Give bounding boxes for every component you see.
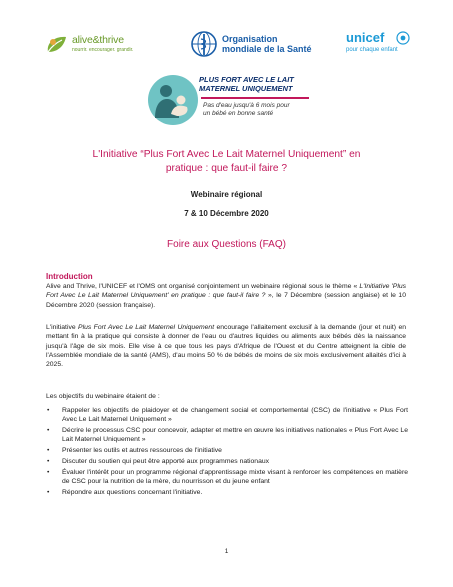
unicef-logo [346, 30, 426, 58]
bullet-icon: • [47, 489, 50, 497]
page-number: 1 [224, 548, 229, 555]
objective-text: Évaluer l'intérêt pour un programme régional d'apprentissage mixte visant à renforcer les compétences en matière de CSC pour la nutrition de la mère, du nourrisson et du jeune enfant [62, 469, 408, 486]
list-item [46, 406, 408, 425]
alive-thrive-logo [44, 34, 144, 58]
bullet-icon: • [47, 427, 50, 435]
intro-p1-text-b: », le 7 Décembre (session anglaise) et le 10 Décembre 2020 (session française). [46, 292, 406, 309]
bullet-icon: • [47, 407, 50, 414]
badge-title-line1: PLUS FORT AVEC LE LAIT [199, 75, 294, 84]
intro-p2-emphasis: Plus Fort Avec Le Lait Maternel Uniquement [78, 324, 215, 331]
objective-text: Répondre aux questions concernant l'initiative. [62, 489, 203, 497]
campaign-badge [147, 72, 315, 130]
intro-paragraph-3: Les objectifs du webinaire étaient de : [46, 393, 160, 400]
list-item [46, 468, 408, 487]
intro-p2-text-a: L'initiative [46, 324, 79, 331]
mother-baby-illustration-icon [147, 74, 199, 126]
objective-text: Présenter les outils et autres ressources de l'initiative [62, 447, 222, 455]
intro-p2-text-b: encourage l'allaitement exclusif à la demande (jour et nuit) en mettant fin à la pratique qui consiste à donner de l'eau ou d'autres liquides ou aliments aux bébés dès la naissance jusqu'à l'âge de six mois. Elle vise à ce que tous les pays d'Afrique de l'Ouest et du Centre atteignent la cible de l'Assemblée mondiale de la santé (AMS), d'au moins 50 % de bébés de moins de six mois exclusivement allaités d'ici à 2025. [46, 324, 407, 369]
objective-text: Discuter du soutien qui peut être apporté aux programmes nationaux [62, 458, 270, 466]
bullet-icon: • [47, 469, 50, 477]
bullet-icon: • [47, 458, 50, 466]
objective-text: Décrire le processus CSC pour concevoir, adapter et mettre en œuvre les initiatives nationales « Plus Fort Avec Le Lait Maternel Uniquement » [62, 427, 408, 444]
list-item [46, 457, 408, 466]
document-title [55, 148, 398, 176]
intro-paragraph-2 [46, 323, 406, 369]
objectives-list [46, 406, 408, 499]
who-logo [190, 30, 330, 60]
badge-sub-line1: Pas d'eau jusqu'à 6 mois pour [203, 102, 290, 109]
badge-sub-line2: un bébé en bonne santé [203, 110, 274, 117]
badge-divider [201, 97, 309, 99]
unicef-globe-icon [396, 31, 410, 45]
alive-thrive-name: alive&thrive [72, 34, 124, 46]
unicef-name: unicef [346, 30, 385, 45]
list-item [46, 446, 408, 455]
objective-text: Rappeler les objectifs de plaidoyer et de changement social et comportemental (CSC) de l'initiative « Plus Fort Avec Le Lait Maternel Uniquement » [62, 407, 408, 424]
intro-p1-text-a: Alive and Thrive, l'UNICEF et l'OMS ont organisé conjointement un webinaire régional sous le thème « [46, 283, 360, 290]
unicef-tagline: pour chaque enfant [346, 47, 398, 53]
introduction-heading: Introduction [46, 272, 93, 281]
who-name-line1: Organisation [222, 34, 278, 44]
document-subtitle: Webinaire régional [190, 190, 263, 199]
badge-title-line2: MATERNEL UNIQUEMENT [199, 83, 293, 93]
list-item [46, 426, 408, 445]
badge-title [199, 76, 294, 93]
alive-thrive-leaf-icon [44, 34, 68, 56]
badge-subtitle [203, 102, 290, 118]
intro-p1-emphasis: L'Initiative 'Plus Fort Avec Le Lait Maternel Uniquement' en pratique : que faut-il faire ? [46, 283, 407, 300]
who-name-line2: mondiale de la Santé [222, 44, 312, 54]
document-title-line2: pratique : que faut-il faire ? [165, 163, 288, 174]
who-emblem-icon [190, 30, 218, 58]
list-item [46, 488, 408, 497]
alive-thrive-tagline: nourrir. encourager. grandir. [72, 47, 134, 53]
bullet-icon: • [47, 447, 50, 455]
document-dates: 7 & 10 Décembre 2020 [184, 209, 269, 218]
who-name [222, 34, 312, 54]
document-title-line1: L'Initiative “Plus Fort Avec Le Lait Maternel Uniquement” en [92, 149, 361, 160]
intro-paragraph-1 [46, 282, 406, 310]
faq-heading: Foire aux Questions (FAQ) [167, 239, 286, 250]
